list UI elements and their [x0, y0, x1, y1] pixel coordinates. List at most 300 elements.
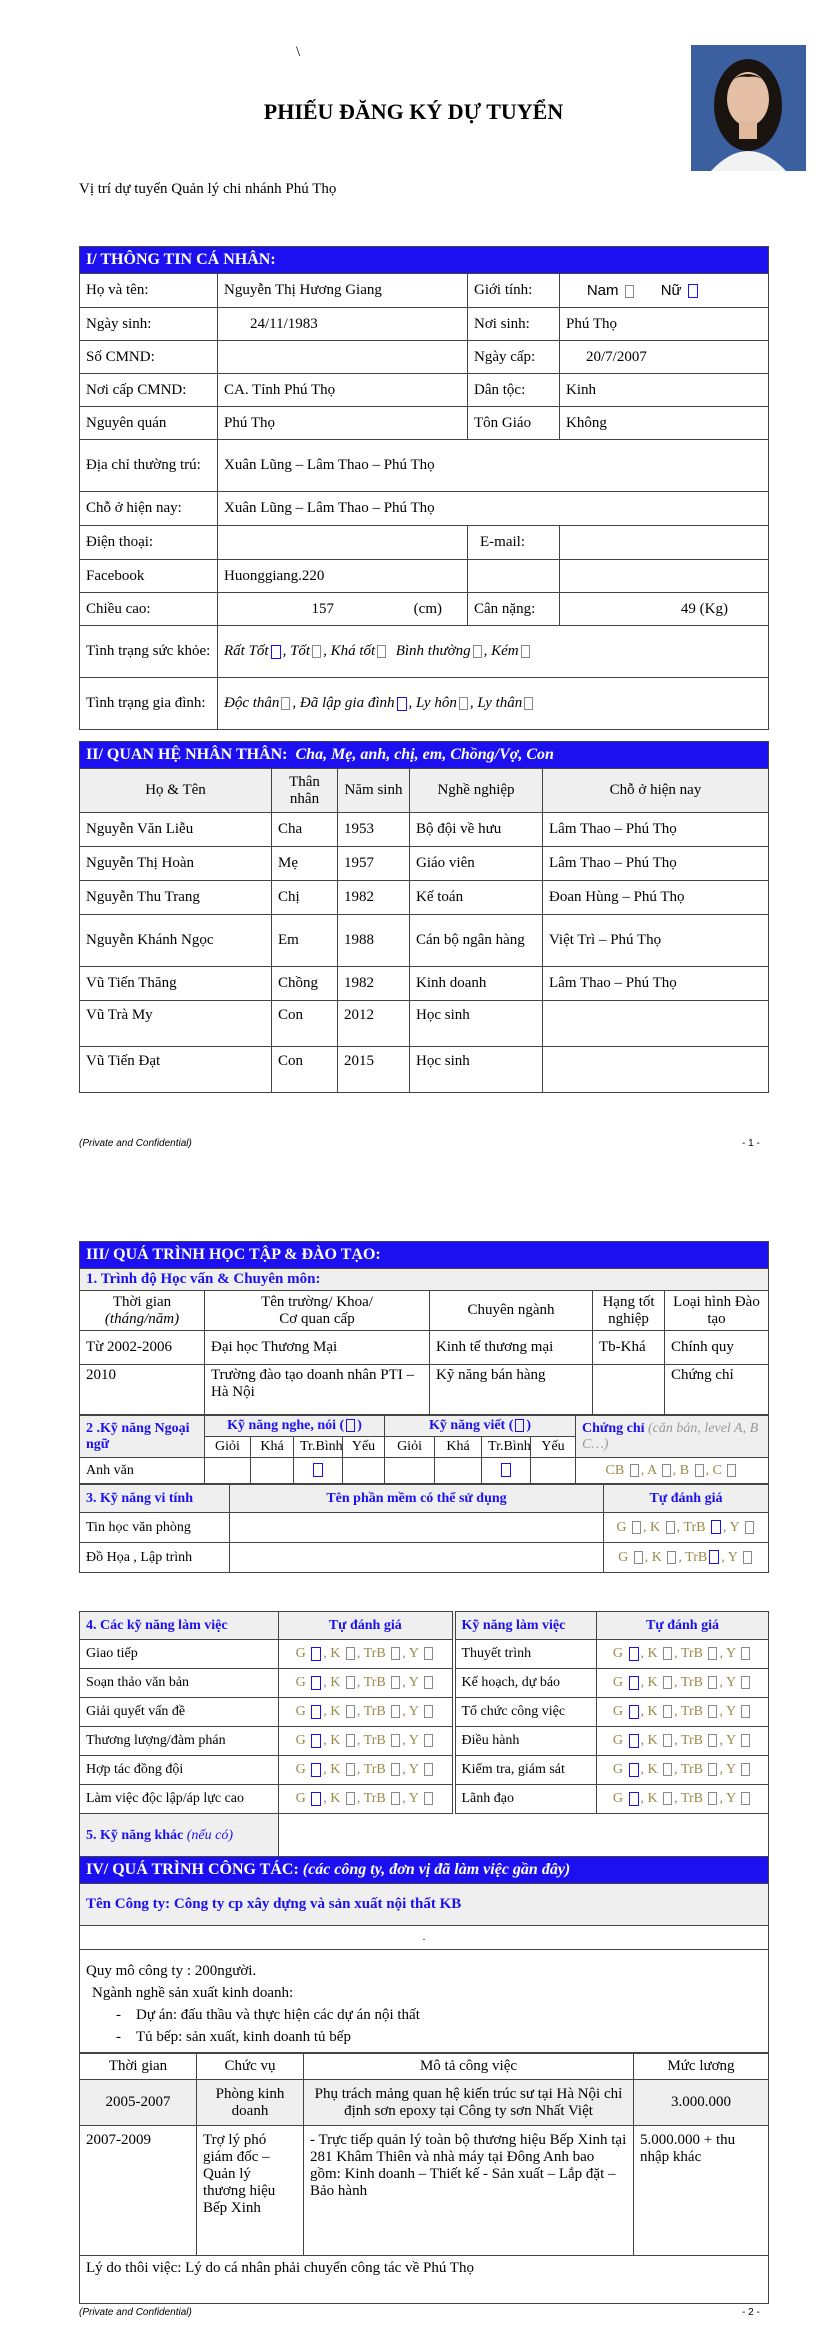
- checkbox-icon[interactable]: [741, 1676, 750, 1689]
- ethnic-value[interactable]: Kinh: [560, 374, 769, 407]
- company-info: [80, 1950, 769, 2053]
- checkbox-icon[interactable]: [346, 1676, 355, 1689]
- checkbox-icon[interactable]: [708, 1705, 717, 1718]
- checkbox-icon[interactable]: [521, 645, 530, 658]
- skill-rating[interactable]: [597, 1640, 769, 1669]
- col-header-school-text: Tên trường/ Khoa/: [261, 1293, 373, 1310]
- relative-row: [80, 847, 769, 881]
- rating-letter: G: [612, 1791, 624, 1806]
- rel-name[interactable]: Nguyễn Khánh Ngọc: [80, 915, 272, 967]
- checkbox-icon[interactable]: [695, 1464, 704, 1477]
- rating-letter: G: [295, 1675, 306, 1690]
- phone-value[interactable]: [218, 526, 468, 560]
- rating-letter: , K: [640, 1762, 658, 1777]
- language-english: Anh văn: [80, 1458, 205, 1484]
- col-header-residence: Chỗ ở hiện nay: [543, 769, 769, 813]
- rating-letter: , Y: [402, 1646, 419, 1661]
- checkbox-icon[interactable]: [424, 1705, 433, 1718]
- col-header-work-desc: Mô tả công việc: [304, 2054, 634, 2080]
- skill-rating[interactable]: [597, 1698, 769, 1727]
- it-graphics: Đồ Họa , Lập trình: [80, 1543, 230, 1573]
- certificate-title-text: Chứng chỉ: [582, 1420, 645, 1436]
- checkbox-icon[interactable]: [391, 1763, 400, 1776]
- work-title[interactable]: Phòng kinh doanh: [197, 2080, 304, 2126]
- work-heading-note: (các công ty, đơn vị đã làm việc gần đây): [302, 1861, 571, 1878]
- level-average: Tr.Bình: [482, 1437, 531, 1458]
- rating-letter: , K: [323, 1704, 341, 1719]
- checked-checkbox-icon[interactable]: [311, 1734, 321, 1748]
- id-label: Số CMND:: [80, 341, 218, 374]
- rel-birth-year[interactable]: 2012: [338, 1001, 410, 1047]
- checked-checkbox-icon[interactable]: [311, 1792, 321, 1806]
- it-graphics-rating[interactable]: G , K , TrB , Y: [604, 1543, 769, 1573]
- relative-row: [80, 1047, 769, 1093]
- gender-female-label: Nữ: [660, 282, 682, 299]
- listen-speak-title-text: Kỹ năng nghe, nói (: [227, 1418, 345, 1433]
- skill-row: [80, 1785, 769, 1814]
- page-number: - 1 -: [742, 1138, 760, 1149]
- form-title: PHIẾU ĐĂNG KÝ DỰ TUYỂN: [263, 99, 564, 124]
- edu-time[interactable]: Từ 2002-2006: [80, 1331, 205, 1365]
- col-header-type: Loại hình Đào tạo: [665, 1291, 769, 1331]
- rating-letter: , K: [323, 1791, 341, 1806]
- checkbox-icon[interactable]: [524, 697, 533, 710]
- skill-name: Thuyết trình: [454, 1640, 597, 1669]
- skills-self-rating-title-2: Tự đánh giá: [597, 1612, 769, 1640]
- gender-label: Giới tính:: [468, 274, 560, 308]
- it-office-rating[interactable]: G , K , TrB , Y: [604, 1513, 769, 1543]
- skill-rating[interactable]: [279, 1756, 454, 1785]
- skill-name: Tổ chức công việc: [454, 1698, 597, 1727]
- checkbox-icon[interactable]: [663, 1734, 672, 1747]
- relatives-heading-text: II/ QUAN HỆ NHÂN THÂN:: [86, 746, 288, 763]
- current-address-value[interactable]: Xuân Lũng – Lâm Thao – Phú Thọ: [218, 492, 769, 526]
- col-header-time-note: (tháng/năm): [104, 1310, 180, 1327]
- rel-residence[interactable]: Lâm Thao – Phú Thọ: [543, 967, 769, 1001]
- work-desc[interactable]: - Trực tiếp quản lý toàn bộ thương hiệu Bếp Xinh tại 281 Khâm Thiên và nhà máy tại Đông Anh bao gồm: Kinh doanh – Thiết kế - Sản xuất – Lắp đặt – Bảo hành: [304, 2126, 634, 2256]
- checkbox-icon[interactable]: [708, 1792, 717, 1805]
- checkbox-icon[interactable]: [346, 1734, 355, 1747]
- checked-checkbox-icon[interactable]: [629, 1792, 639, 1806]
- col-header-work-time: Thời gian: [80, 2054, 197, 2080]
- rating-letter: G: [295, 1646, 306, 1661]
- checkbox-icon[interactable]: [424, 1676, 433, 1689]
- checkbox-icon[interactable]: [663, 1676, 672, 1689]
- checkbox-icon[interactable]: [346, 1647, 355, 1660]
- rel-occupation[interactable]: Học sinh: [410, 1047, 543, 1093]
- checked-checkbox-icon[interactable]: [629, 1647, 639, 1661]
- issue-date-text: 20/7/2007: [586, 348, 647, 365]
- rel-residence[interactable]: Lâm Thao – Phú Thọ: [543, 813, 769, 847]
- checkbox-icon[interactable]: [741, 1792, 750, 1805]
- checked-checkbox-icon[interactable]: [711, 1520, 721, 1534]
- checked-checkbox-icon[interactable]: [629, 1676, 639, 1690]
- current-address-label: Chỗ ở hiện nay:: [80, 492, 218, 526]
- gender-male-label: Nam: [586, 282, 619, 299]
- level-good: Khá: [251, 1437, 294, 1458]
- weight-value[interactable]: 49 (Kg): [560, 593, 769, 626]
- dob-text: 24/11/1983: [250, 315, 318, 332]
- checked-checkbox-icon[interactable]: [629, 1705, 639, 1719]
- rating-letter: , K: [323, 1675, 341, 1690]
- rel-residence[interactable]: [543, 1001, 769, 1047]
- col-header-work-title: Chức vụ: [197, 2054, 304, 2080]
- family-label: Tình trạng gia đình:: [80, 678, 218, 730]
- work-skills-section: [79, 1611, 769, 1858]
- email-value[interactable]: [560, 526, 769, 560]
- rel-residence[interactable]: Đoan Hùng – Phú Thọ: [543, 881, 769, 915]
- level-weak: Yếu: [531, 1437, 576, 1458]
- issue-date-value[interactable]: [560, 341, 769, 374]
- health-label: Tình trạng sức khỏe:: [80, 626, 218, 678]
- rel-name[interactable]: Nguyễn Thị Hoàn: [80, 847, 272, 881]
- checkbox-icon: [515, 1419, 524, 1432]
- checked-checkbox-icon[interactable]: [313, 1463, 323, 1477]
- rel-occupation[interactable]: Kế toán: [410, 881, 543, 915]
- dob-value[interactable]: [218, 308, 468, 341]
- rating-letter: G: [295, 1704, 306, 1719]
- level-excellent: Giỏi: [205, 1437, 251, 1458]
- rel-occupation[interactable]: Kinh doanh: [410, 967, 543, 1001]
- checked-checkbox-icon[interactable]: [688, 284, 698, 298]
- col-header-name: Họ & Tên: [80, 769, 272, 813]
- rel-relation[interactable]: Chồng: [272, 967, 338, 1001]
- checkbox-icon[interactable]: [630, 1464, 639, 1477]
- work-salary[interactable]: 5.000.000 + thu nhập khác: [634, 2126, 769, 2256]
- work-history-section: [79, 1856, 769, 2304]
- rel-name[interactable]: Vũ Tiến Đạt: [80, 1047, 272, 1093]
- checkbox-icon[interactable]: [424, 1763, 433, 1776]
- work-time[interactable]: 2007-2009: [80, 2126, 197, 2256]
- rating-letter: G: [295, 1762, 306, 1777]
- leave-reason[interactable]: Lý do thôi việc: Lý do cá nhân phải chuyển công tác về Phú Thọ: [80, 2256, 769, 2304]
- work-skills-title: 4. Các kỹ năng làm việc: [80, 1612, 279, 1640]
- checkbox-icon[interactable]: [391, 1705, 400, 1718]
- other-skills-title: [80, 1814, 279, 1858]
- dob-label: Ngày sinh:: [80, 308, 218, 341]
- company-name[interactable]: Tên Công ty: Công ty cp xây dựng và sản xuất nội thất KB: [80, 1884, 769, 1926]
- checkbox-icon[interactable]: [662, 1464, 671, 1477]
- cert-b: , B: [672, 1462, 690, 1478]
- skill-rating[interactable]: [597, 1727, 769, 1756]
- hometown-value[interactable]: Phú Thọ: [218, 407, 468, 440]
- skill-row: [80, 1640, 769, 1669]
- rel-birth-year[interactable]: 2015: [338, 1047, 410, 1093]
- rel-occupation[interactable]: Giáo viên: [410, 847, 543, 881]
- weight-label: Cân nặng:: [468, 593, 560, 626]
- language-title: 2 .Kỹ năng Ngoại ngữ: [80, 1416, 205, 1458]
- checkbox-icon[interactable]: [473, 645, 482, 658]
- checked-checkbox-icon[interactable]: [271, 645, 281, 659]
- software-title: Tên phần mềm có thể sử dụng: [230, 1485, 604, 1513]
- edu-type[interactable]: Chính quy: [665, 1331, 769, 1365]
- checkbox-icon[interactable]: [741, 1647, 750, 1660]
- gender-options[interactable]: [560, 274, 769, 308]
- rating-letter: , TrB: [356, 1791, 386, 1806]
- relatives-heading-note: Cha, Mẹ, anh, chị, em, Chồng/Vợ, Con: [295, 746, 554, 763]
- edu-school[interactable]: Trường đào tạo doanh nhân PTI – Hà Nội: [205, 1365, 430, 1415]
- skill-name: Lãnh đạo: [454, 1785, 597, 1814]
- rating-letter: , TrB: [674, 1733, 703, 1748]
- rating-letter: , TrB: [674, 1646, 703, 1661]
- rel-name[interactable]: Vũ Tiến Thăng: [80, 967, 272, 1001]
- rating-letter: G: [612, 1762, 624, 1777]
- rel-occupation[interactable]: Học sinh: [410, 1001, 543, 1047]
- skill-rating[interactable]: [597, 1669, 769, 1698]
- work-desc[interactable]: Phụ trách mảng quan hệ kiến trúc sư tại Hà Nội chỉ định sơn epoxy tại Công ty sơn Nhất Việt: [304, 2080, 634, 2126]
- skill-row: [80, 1698, 769, 1727]
- rel-residence[interactable]: Lâm Thao – Phú Thọ: [543, 847, 769, 881]
- checkbox-icon[interactable]: [391, 1647, 400, 1660]
- cert-cb: CB: [605, 1462, 625, 1478]
- rating-letter: , K: [640, 1704, 658, 1719]
- rating-letter: , Y: [719, 1791, 736, 1806]
- id-value[interactable]: [218, 341, 468, 374]
- religion-label: Tôn Giáo: [468, 407, 560, 440]
- checkbox-icon[interactable]: [708, 1763, 717, 1776]
- checkbox-icon[interactable]: [346, 1705, 355, 1718]
- rel-relation[interactable]: Con: [272, 1001, 338, 1047]
- col-header-time: [80, 1291, 205, 1331]
- skill-rating[interactable]: [597, 1785, 769, 1814]
- relative-row: [80, 1001, 769, 1047]
- rel-name[interactable]: Vũ Trà My: [80, 1001, 272, 1047]
- facebook-label: Facebook: [80, 560, 218, 593]
- computer-skill-title: 3. Kỹ năng vi tính: [80, 1485, 230, 1513]
- checkbox-icon[interactable]: [312, 645, 321, 658]
- skill-name: Giao tiếp: [80, 1640, 279, 1669]
- rel-occupation[interactable]: Cán bộ ngân hàng: [410, 915, 543, 967]
- col-header-school-text2: Cơ quan cấp: [279, 1310, 355, 1327]
- work-skills-title-2: Kỹ năng làm việc: [454, 1612, 597, 1640]
- height-value[interactable]: [218, 593, 468, 626]
- rating-letter: , TrB: [356, 1675, 386, 1690]
- rating-letter: , K: [640, 1791, 658, 1806]
- edu-time[interactable]: 2010: [80, 1365, 205, 1415]
- rel-relation[interactable]: Em: [272, 915, 338, 967]
- checked-checkbox-icon[interactable]: [311, 1705, 321, 1719]
- edu-type[interactable]: Chứng chỉ: [665, 1365, 769, 1415]
- rating-letter: , TrB: [674, 1791, 703, 1806]
- position-line: Vị trí dự tuyển Quản lý chi nhánh Phú Thọ: [79, 181, 337, 197]
- col-header-relation: Thân nhân: [272, 769, 338, 813]
- rel-name[interactable]: Nguyễn Văn Liễu: [80, 813, 272, 847]
- work-salary[interactable]: 3.000.000: [634, 2080, 769, 2126]
- checkbox-icon[interactable]: [663, 1705, 672, 1718]
- checked-checkbox-icon[interactable]: [709, 1550, 719, 1564]
- rel-relation[interactable]: Cha: [272, 813, 338, 847]
- issue-date-label: Ngày cấp:: [468, 341, 560, 374]
- checked-checkbox-icon[interactable]: [311, 1676, 321, 1690]
- rating-letter: , K: [323, 1733, 341, 1748]
- checkbox-icon[interactable]: [459, 697, 468, 710]
- rating-letter: , Y: [402, 1704, 419, 1719]
- checked-checkbox-icon[interactable]: [629, 1763, 639, 1777]
- checkbox-icon[interactable]: [741, 1705, 750, 1718]
- relative-row: [80, 967, 769, 1001]
- rel-residence[interactable]: Việt Trì – Phú Thọ: [543, 915, 769, 967]
- edu-school[interactable]: Đại học Thương Mại: [205, 1331, 430, 1365]
- checkbox-icon[interactable]: [391, 1734, 400, 1747]
- name-label: Họ và tên:: [80, 274, 218, 308]
- health-options[interactable]: [218, 626, 769, 678]
- rating-letter: , K: [640, 1733, 658, 1748]
- checked-checkbox-icon[interactable]: [311, 1647, 321, 1661]
- skill-row: [80, 1669, 769, 1698]
- edu-rank[interactable]: [593, 1365, 665, 1415]
- checkbox-icon[interactable]: [663, 1763, 672, 1776]
- pob-value[interactable]: Phú Thọ: [560, 308, 769, 341]
- footer-confidential: (Private and Confidential): [79, 1138, 192, 1149]
- checkbox-icon[interactable]: [708, 1676, 717, 1689]
- other-skills-value[interactable]: [279, 1814, 769, 1858]
- relatives-heading: [80, 742, 769, 769]
- checkbox-icon[interactable]: [391, 1792, 400, 1805]
- edu-major[interactable]: Kinh tế thương mại: [430, 1331, 593, 1365]
- edu-rank[interactable]: Tb-Khá: [593, 1331, 665, 1365]
- listen-speak-title: Kỹ năng nghe, nói ( ): [205, 1416, 385, 1437]
- rating-letter: , TrB: [356, 1646, 386, 1661]
- checked-checkbox-icon[interactable]: [629, 1734, 639, 1748]
- work-heading-text: IV/ QUÁ TRÌNH CÔNG TÁC:: [86, 1861, 299, 1878]
- issue-place-label: Nơi cấp CMND:: [80, 374, 218, 407]
- rel-birth-year[interactable]: 1982: [338, 881, 410, 915]
- rel-residence[interactable]: [543, 1047, 769, 1093]
- checked-checkbox-icon[interactable]: [311, 1763, 321, 1777]
- company-bullet-text: Dự án: đấu thầu và thực hiện các dự án nội thất: [136, 2007, 420, 2023]
- rel-birth-year[interactable]: 1957: [338, 847, 410, 881]
- col-header-time-text: Thời gian: [112, 1293, 172, 1310]
- checkbox-icon[interactable]: [281, 697, 290, 710]
- rel-relation[interactable]: Chị: [272, 881, 338, 915]
- checkbox-icon: [346, 1419, 355, 1432]
- height-unit: (cm): [413, 600, 442, 617]
- col-header-school: [205, 1291, 430, 1331]
- rel-name[interactable]: Nguyễn Thu Trang: [80, 881, 272, 915]
- checkbox-icon[interactable]: [377, 645, 386, 658]
- rating-letter: G: [612, 1646, 624, 1661]
- company-bullet: - Dự án: đấu thầu và thực hiện các dự án nội thất: [116, 2007, 420, 2023]
- name-value[interactable]: Nguyễn Thị Hương Giang: [218, 274, 468, 308]
- rel-birth-year[interactable]: 1988: [338, 915, 410, 967]
- rating-letter: G: [612, 1733, 624, 1748]
- certificate-value[interactable]: [576, 1458, 769, 1484]
- company-bullet: - Tủ bếp: sản xuất, kinh doanh tủ bếp: [116, 2029, 351, 2045]
- checkbox-icon[interactable]: [741, 1763, 750, 1776]
- rating-letter: , K: [640, 1675, 658, 1690]
- skills-self-rating-title: Tự đánh giá: [279, 1612, 454, 1640]
- rating-letter: , Y: [719, 1704, 736, 1719]
- col-header-birth-year: Năm sinh: [338, 769, 410, 813]
- writing-title-text: Kỹ năng viết (: [428, 1418, 514, 1433]
- skill-rating[interactable]: [279, 1640, 454, 1669]
- rel-birth-year[interactable]: 1982: [338, 967, 410, 1001]
- family-options[interactable]: [218, 678, 769, 730]
- religion-value[interactable]: Không: [560, 407, 769, 440]
- skill-rating[interactable]: [279, 1669, 454, 1698]
- checkbox-icon[interactable]: [346, 1763, 355, 1776]
- checkbox-icon[interactable]: [741, 1734, 750, 1747]
- col-header-major: Chuyên ngành: [430, 1291, 593, 1331]
- col-header-salary: Mức lương: [634, 2054, 769, 2080]
- skill-name: Kiểm tra, giám sát: [454, 1756, 597, 1785]
- personal-info-section: [79, 246, 769, 730]
- rating-letter: , K: [640, 1646, 658, 1661]
- checkbox-icon[interactable]: [625, 285, 634, 298]
- issue-place-value[interactable]: CA. Tỉnh Phú Thọ: [218, 374, 468, 407]
- edu-major[interactable]: Kỹ năng bán hàng: [430, 1365, 593, 1415]
- checkbox-icon[interactable]: [424, 1734, 433, 1747]
- permanent-address-value[interactable]: Xuân Lũng – Lâm Thao – Phú Thọ: [218, 440, 769, 492]
- height-label: Chiều cao:: [80, 593, 218, 626]
- health-option-very-good: Rất Tốt: [224, 643, 269, 659]
- checkbox-icon[interactable]: [708, 1734, 717, 1747]
- stray-backslash: \: [296, 44, 301, 60]
- company-bullet-text: Tủ bếp: sản xuất, kinh doanh tủ bếp: [136, 2029, 351, 2045]
- education-section: [79, 1241, 769, 1573]
- education-heading: III/ QUÁ TRÌNH HỌC TẬP & ĐÀO TẠO:: [80, 1242, 769, 1269]
- other-skills-note: (nếu có): [186, 1827, 234, 1843]
- checkbox-icon[interactable]: [663, 1792, 672, 1805]
- health-option-fairly-good: , Khá tốt: [323, 643, 376, 659]
- level-excellent: Giỏi: [385, 1437, 435, 1458]
- checkbox-icon[interactable]: [346, 1792, 355, 1805]
- it-office-software[interactable]: [230, 1513, 604, 1543]
- rating-letter: , K: [323, 1762, 341, 1777]
- it-self-rating-title: Tự đánh giá: [604, 1485, 769, 1513]
- height-number: 157: [311, 600, 334, 617]
- skill-rating[interactable]: [597, 1756, 769, 1785]
- checkbox-icon[interactable]: [424, 1647, 433, 1660]
- checked-checkbox-icon[interactable]: [501, 1463, 511, 1477]
- checkbox-icon[interactable]: [727, 1464, 736, 1477]
- col-header-rank: Hạng tốt nghiệp: [593, 1291, 665, 1331]
- rating-letter: , TrB: [356, 1704, 386, 1719]
- it-graphics-software[interactable]: [230, 1543, 604, 1573]
- rel-relation[interactable]: Con: [272, 1047, 338, 1093]
- writing-title: Kỹ năng viết ( ): [385, 1416, 576, 1437]
- family-option-single: Độc thân: [224, 695, 280, 711]
- checkbox-icon[interactable]: [391, 1676, 400, 1689]
- skill-row: [80, 1727, 769, 1756]
- rating-letter: , TrB: [674, 1762, 703, 1777]
- checkbox-icon[interactable]: [663, 1647, 672, 1660]
- facebook-value[interactable]: Huonggiang.220: [218, 560, 468, 593]
- checkbox-icon[interactable]: [424, 1792, 433, 1805]
- level-weak: Yếu: [343, 1437, 385, 1458]
- rel-occupation[interactable]: Bộ đội về hưu: [410, 813, 543, 847]
- rel-relation[interactable]: Mẹ: [272, 847, 338, 881]
- education-sub-heading: 1. Trình độ Học vấn & Chuyên môn:: [80, 1269, 769, 1291]
- health-option-poor: , Kém: [483, 643, 519, 659]
- skill-rating[interactable]: [279, 1698, 454, 1727]
- rating-letter: , TrB: [356, 1733, 386, 1748]
- rel-birth-year[interactable]: 1953: [338, 813, 410, 847]
- work-time[interactable]: 2005-2007: [80, 2080, 197, 2126]
- skill-rating[interactable]: [279, 1785, 454, 1814]
- level-good: Khá: [435, 1437, 482, 1458]
- rating-letter: G: [295, 1791, 306, 1806]
- skill-rating[interactable]: [279, 1727, 454, 1756]
- work-title[interactable]: Trợ lý phó giám đốc – Quản lý thương hiệu Bếp Xinh: [197, 2126, 304, 2256]
- checkbox-icon[interactable]: [708, 1647, 717, 1660]
- relatives-section: [79, 741, 769, 1093]
- certificate-note: (căn bản, level A, B C…): [582, 1420, 759, 1452]
- checked-checkbox-icon[interactable]: [397, 697, 407, 711]
- rating-letter: , K: [323, 1646, 341, 1661]
- other-skills-title-text: 5. Kỹ năng khác: [86, 1827, 184, 1843]
- company-scale: Quy mô công ty : 200người.: [86, 1963, 257, 1979]
